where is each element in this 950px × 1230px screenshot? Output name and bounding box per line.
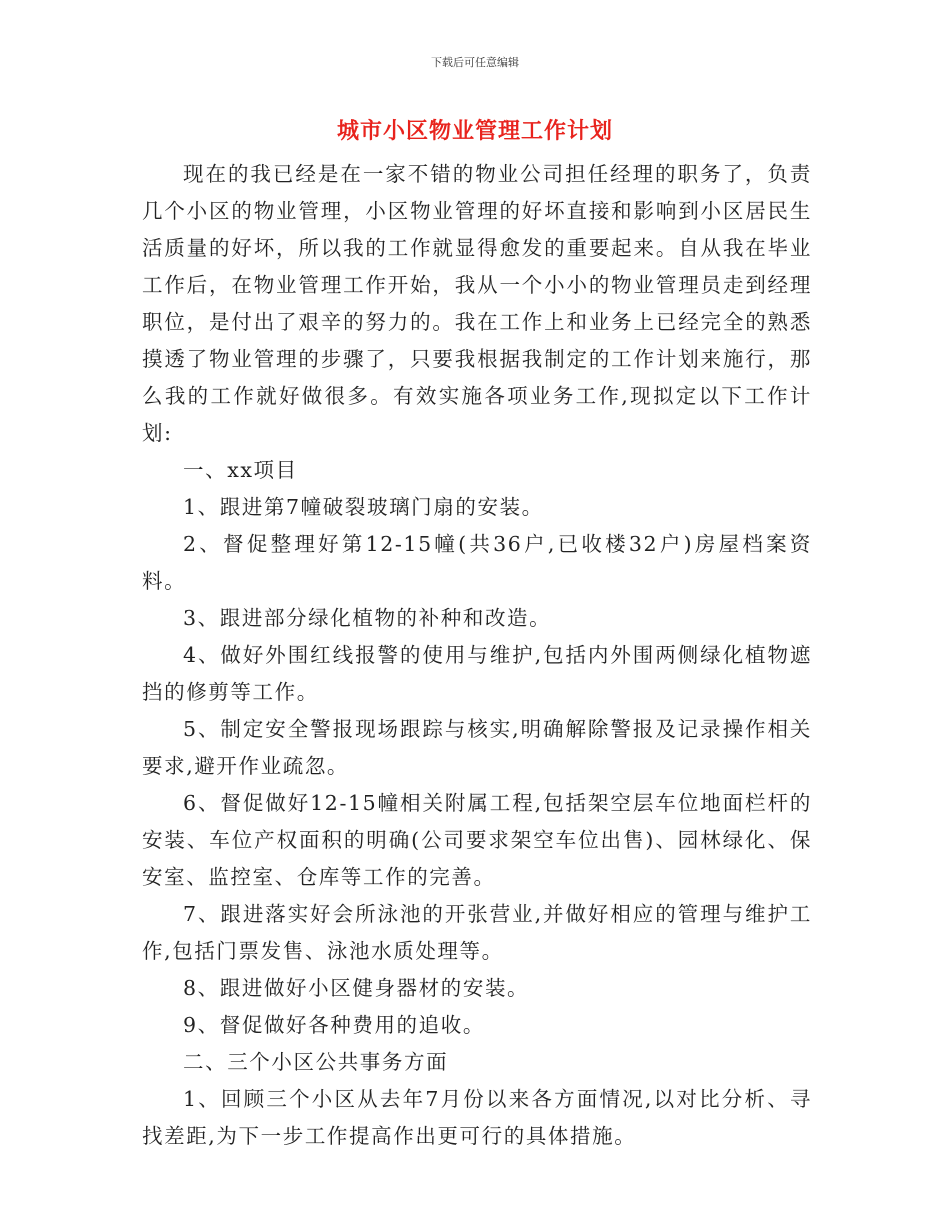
section-heading-xx-project: 一、xx项目 [183,458,298,482]
list-item: 6、督促做好12-15幢相关附属工程,包括架空层车位地面栏杆的安装、车位产权面积的明确(公司要求架空车位出售)、园林绿化、保安室、监控室、仓库等工作的完善。 [142,791,812,889]
list-item: 3、跟进部分绿化植物的补种和改造。 [183,606,552,630]
intro-paragraph: 现在的我已经是在一家不错的物业公司担任经理的职务了，负责几个小区的物业管理，小区物业管理的好坏直接和影响到小区居民生活质量的好坏，所以我的工作就显得愈发的重要起来。自从我在毕业工作后，在物业管理工作开始，我从一个小小的物业管理员走到经理职位，是付出了艰辛的努力的。我在工作上和业务上已经完全的熟悉摸透了物业管理的步骤了，只要我根据我制定的工作计划来施行，那么我的工作就好做很多。有效实施各项业务工作,现拟定以下工作计划: [142,162,812,445]
list-item: 2、督促整理好第12-15幢(共36户,已收楼32户)房屋档案资料。 [142,532,812,593]
section-heading-public-affairs: 二、三个小区公共事务方面 [183,1050,449,1074]
document-body [142,156,812,1155]
list-item: 1、回顾三个小区从去年7月份以来各方面情况,以对比分析、寻找差距,为下一步工作提高作出更可行的具体措施。 [142,1087,812,1148]
list-item: 8、跟进做好小区健身器材的安装。 [183,976,530,1000]
list-item: 9、督促做好各种费用的追收。 [183,1013,485,1037]
list-item: 4、做好外围红线报警的使用与维护,包括内外围两侧绿化植物遮挡的修剪等工作。 [142,643,812,704]
document-title: 城市小区物业管理工作计划 [336,118,613,144]
page-header-note: 下载后可任意编辑 [431,56,519,69]
list-item: 1、跟进第7幢破裂玻璃门扇的安装。 [183,495,544,519]
list-item: 7、跟进落实好会所泳池的开张营业,并做好相应的管理与维护工作,包括门票发售、泳池水质处理等。 [142,902,812,963]
list-item: 5、制定安全警报现场跟踪与核实,明确解除警报及记录操作相关要求,避开作业疏忽。 [142,717,812,778]
